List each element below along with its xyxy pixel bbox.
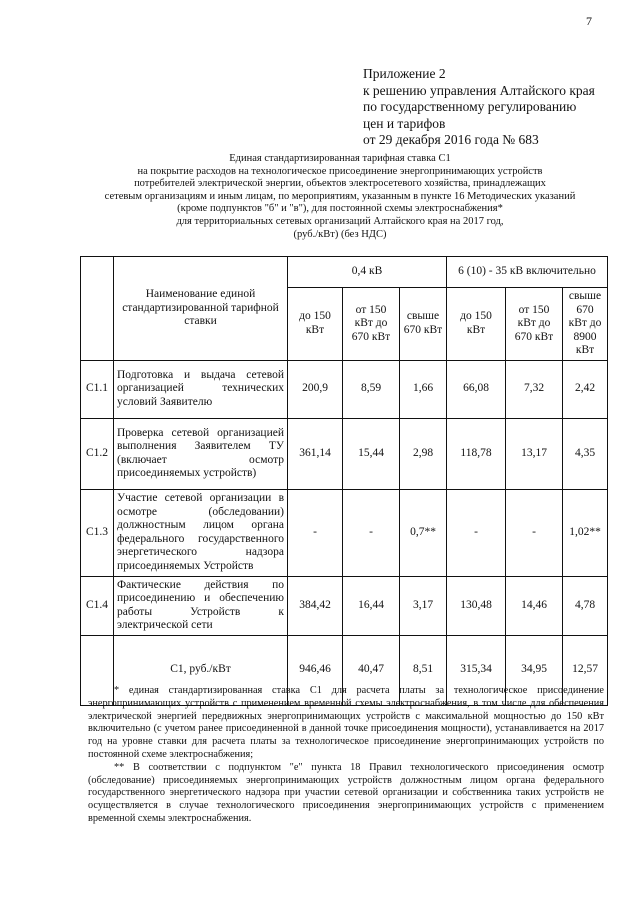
appendix-line: по государственному регулированию (363, 99, 577, 114)
table-header-row (81, 257, 608, 288)
heading-line: (руб./кВт) (без НДС) (293, 228, 387, 240)
appendix-line: цен и тарифов (363, 115, 446, 131)
value-cell: 1,02** (563, 489, 608, 576)
rate-code-cell: С1.4 (81, 576, 114, 635)
total-label-cell: С1, руб./кВт (114, 635, 288, 705)
total-value-cell: 40,47 (343, 635, 400, 705)
rate-code-cell: С1.2 (81, 418, 114, 489)
heading-line: для территориальных сетевых организаций Алтайского края на 2017 год, (176, 215, 504, 227)
value-cell: 3,17 (400, 576, 447, 635)
footnotes (88, 685, 604, 826)
page-number: 7 (586, 14, 592, 28)
value-cell: 7,32 (506, 360, 563, 418)
footnote-single-asterisk: * единая стандартизированная ставка С1 для расчета платы за технологическое присоединение энергопринимающих устройств с применением временной схемы электроснабжения, в том числе для обеспечения электрической энергией передвижных энергопринимающих устройств с максимальной мощностью до 150 кВт включительно (с учетом ранее присоединенной в данной точке присоединения мощности), устанавливается на 2017 год на уровне ставки для расчета платы за технологическое присоединение энергопринимающих устройств по постоянной схеме электроснабжения; (88, 685, 604, 760)
value-cell: 16,44 (343, 576, 400, 635)
value-cell: 8,59 (343, 360, 400, 418)
heading-line: Единая стандартизированная тарифная ставка С1 (229, 153, 451, 164)
total-value-cell: 34,95 (506, 635, 563, 705)
rate-name-cell: Фактические действия по присоединению и обеспечению работы Устройств к электрической сети (114, 576, 288, 635)
power-range-header: свыше 670 кВт (400, 288, 447, 361)
rate-name-cell: Подготовка и выдача сетевой организацией технических условий Заявителю (114, 360, 288, 418)
value-cell: 15,44 (343, 418, 400, 489)
power-range-header: свыше 670 кВт до 8900 кВт (563, 288, 608, 361)
value-cell: 1,66 (400, 360, 447, 418)
value-cell: 0,7** (400, 489, 447, 576)
table-row (81, 418, 608, 489)
total-value-cell: 315,34 (447, 635, 506, 705)
rate-code-cell: С1.1 (81, 360, 114, 418)
voltage-group-header: 6 (10) - 35 кВ включительно (447, 257, 608, 288)
value-cell: 118,78 (447, 418, 506, 489)
value-cell: 200,9 (288, 360, 343, 418)
voltage-group-header: 0,4 кВ (288, 257, 447, 288)
heading-line: потребителей электрической энергии, объектов электросетевого хозяйства, принадлежащих (134, 178, 546, 190)
power-range-header: от 150 кВт до 670 кВт (343, 288, 400, 361)
value-cell: 2,42 (563, 360, 608, 418)
total-value-cell: 946,46 (288, 635, 343, 705)
value-cell: - (447, 489, 506, 576)
table-row (81, 489, 608, 576)
power-range-header: до 150 кВт (288, 288, 343, 361)
rate-name-cell: Проверка сетевой организацией выполнения Заявителем ТУ (включает осмотр присоединяемых устройств) (114, 418, 288, 489)
heading-line: сетевым организациям и иным лицам, по мероприятиям, указанным в пункте 16 Методических указаний (104, 190, 576, 202)
power-range-header: от 150 кВт до 670 кВт (506, 288, 563, 361)
table-row (81, 576, 608, 635)
table-row (81, 360, 608, 418)
value-cell: 384,42 (288, 576, 343, 635)
appendix-line: от 29 декабря 2016 года № 683 (363, 132, 539, 147)
heading-line: на покрытие расходов на технологическое присоединение энергопринимающих устройств (137, 165, 543, 177)
code-header-cell (81, 257, 114, 361)
value-cell: 2,98 (400, 418, 447, 489)
appendix-reference (363, 66, 628, 149)
name-header-cell: Наименование единой стандартизированной тарифной ставки (114, 257, 288, 361)
value-cell: 13,17 (506, 418, 563, 489)
total-value-cell: 8,51 (400, 635, 447, 705)
appendix-line: Приложение 2 (363, 66, 446, 81)
document-heading (60, 153, 620, 241)
value-cell: - (288, 489, 343, 576)
value-cell: 14,46 (506, 576, 563, 635)
rate-name-cell: Участие сетевой организации в осмотре (обследовании) должностным лицом органа федерального государственного энергетического надзора присоединяемых Устройств (114, 489, 288, 576)
heading-line: (кроме подпунктов "б" и "в"), для постоянной схемы электроснабжения* (177, 203, 503, 215)
footnote-double-asterisk: ** В соответствии с подпунктом "е" пункта 18 Правил технологического присоединения осмотр (обследование) присоединяемых энергопринимающих устройств должностным лицом органа федерального государственного энергетического надзора при участии сетевой организации и собственника таких устройств не осуществляется в случае технологического присоединения энергопринимающих устройств с применением временной схемы электроснабжения. (88, 761, 604, 824)
value-cell: 130,48 (447, 576, 506, 635)
power-range-header: до 150 кВт (447, 288, 506, 361)
total-value-cell: 12,57 (563, 635, 608, 705)
value-cell: - (343, 489, 400, 576)
value-cell: 4,78 (563, 576, 608, 635)
rate-code-cell: С1.3 (81, 489, 114, 576)
value-cell: 66,08 (447, 360, 506, 418)
appendix-line: к решению управления Алтайского края (363, 82, 595, 98)
tariff-table (80, 256, 608, 706)
value-cell: - (506, 489, 563, 576)
value-cell: 361,14 (288, 418, 343, 489)
value-cell: 4,35 (563, 418, 608, 489)
